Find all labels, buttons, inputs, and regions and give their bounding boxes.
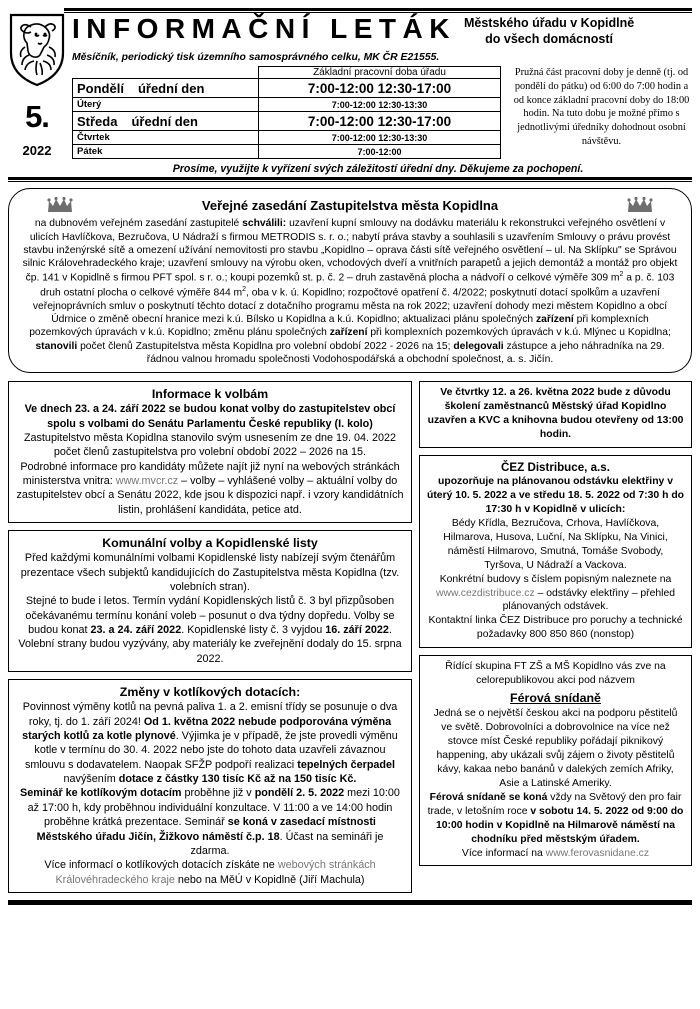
masthead [8,13,692,159]
municipal-title: Komunální volby a Kopidlenské listy [102,536,318,551]
masthead-recipient-line1: Městského úřadu v Kopidlně [463,16,635,30]
elections-info-box [8,381,412,523]
council-meeting-box [8,188,692,373]
table-row [73,79,501,98]
office-hours-table-wrap [72,66,501,159]
hours-day-cell: Pátek [73,145,259,159]
issue-year: 2022 [22,143,52,158]
breakfast-intro: Řídící skupina FT ZŠ a MŠ Kopidlno vás zve na celorepublikovou akci pod názvem [445,661,666,687]
council-title: Veřejné zasedání Zastupitelstva města Kopidlna [201,197,499,213]
newsletter-page [0,8,700,1009]
council-header [19,194,681,216]
masthead-recipient [464,13,634,47]
office-closed-box [419,381,692,448]
left-column [8,374,412,893]
table-row [73,145,501,159]
goat-head-coat-of-arms-icon [9,13,65,87]
table-row [73,67,501,79]
issue-number: 5. [25,99,49,134]
header-bottom-rule [8,177,692,182]
hours-time-cell: 7:00-12:00 [259,145,501,159]
hours-time-cell: 7:00-12:00 12:30-13:30 [259,98,501,112]
flexible-hours-note: Pružná část pracovní doby je denně (tj. od pondělí do pátku) od 6:00 do 7:00 hodin a od konce základní pracovní doby do 18:00 hodin. Na tuto dobu je možné přímo s jednotlivými úředníky dohodnout osobní návštěvu. [513,67,690,147]
masthead-footer-note: Prosíme, využijte k vyřízení svých záležitostí úřední dny. Děkujeme za pochopení. [172,163,584,176]
boilers-body: Povinnost výměny kotlů na pevná paliva 1. a 2. emisní třídy se posunuje o dva roky, tj. do 1. září 2024! Od 1. května 2022 nebude podporována výměna starých kotlů za kotle plynové. Výjimka je v případě, že jste provedli výměnu kotle v termínu do 30. 4. 2022 nebo jste do tohoto data uzavřeli závaznou smlouvu s dodavatelem. Naopak SFŽP podpoří realizaci tepelných čerpadel navýšením dotace z částky 130 tisíc Kč až na 150 tisíc Kč. Seminář ke kotlíkovým dotacím proběhne již v pondělí 2. 5. 2022 mezi 10:00 až 17:00 h, kdy proběhnou individuální konzultace. V 11:00 a ve 14:00 hodin proběhne krátká prezentace. Seminář se koná v zasedací místnosti Městského úřadu Jičín, Žižkovo náměstí č.p. 18. Účast na semináři je zdarma. Více informací o kotlíkových dotacích získáte ne webových stránkách Královéhradeckého kraje nebo na MěÚ v Kopidlně (Jiří Machula) [20,701,400,886]
table-row [73,131,501,145]
council-body: na dubnovém veřejném zasedání zastupitelé schválili: uzavření kupní smlouvy na dodávku materiálu k rekonstrukci veřejného osvětlení v ulicích Havlíčkova, Bezručova, U Nádraží s firmou METRODIS s. r. o.; nabytí práva stavby a souhlasili s uzavřením Smlouvy o právu provést stavbu inženýrské sítě a omezení užívání nemovitosti pro stavbu „Kopidlno – oprava části sítě veřejného osvětlení – ul. Na Sklípku" se Správou silnic Královehradeckého kraje; uzavření smlouvy na výrobu oken, vchodových dveří a vnitřních parapetů a jejich demontáž a montáž pro objekt čp. 141 v Kopidlně s firmou PFT spol. s r. o.; koupi pozemků st. p. č. 2 – druh zastavěná plocha a nádvoří o celkové výměře 309 $m^2$ a p. č. 103 druh ostatní plocha o celkové výměře 844 $m^2$, oba v k. ú. Kopidlno; rozpočtové opatření č. 4/2022; poskytnutí dotací spolkům a uzavření veřejnoprávních smluv o poskytnutí těchto dotací z dotačního programu města na rok 2022; uzavření dohody mezi městem Kopidlno a obcí Údrnice o změně obecní hranice mezi k.ú. Bílsko u Kopidlna a k.ú. Kopidlno; aktualizaci plánu společných zařízení při komplexních pozemkových úpravách v k.ú. Kopidlno; změnu plánu společných zařízení při komplexních pozemkových úpravách v k.ú. Mlýnec u Kopidlna; stanovili počet členů Zastupitelstva města Kopidlna pro volební období 2022 - 2026 na 15; delegovali zástupce a jeho náhradníka na 29. řádnou valnou hromadu společnosti Vodohospodářská a obchodní společnost, a. s. Jičín. [22,218,678,365]
hours-day-cell: Čtvrtek [73,131,259,145]
masthead-subtitle: Měsíčník, periodický tisk územního samosprávného celku, MK ČR E21555. [72,52,440,64]
crest-column [8,13,66,159]
boiler-subsidies-box [8,679,412,893]
cez-title: ČEZ Distribuce, a.s. [501,460,610,474]
breakfast-body: Jedná se o největší českou akci na podporu pěstitelů ve světě. Dobrovolníci a dobrovolnice na více než stovce míst České republiky pořádají piknikový happening, aby ukázali svůj zájem o životy pěstitelů kávy, kakaa nebo banánů v dalekých zemích Afriky, Asie a Latinské Ameriky. Férová snídaně se koná vždy na Světový den pro fair trade, v letošním roce v sobotu 14. 5. 2022 od 9:00 do 10:00 hodin v Kopidlně na Hilmarově náměstí na chodníku před městským úřadem. Více informací na www.ferovasnidane.cz [427,708,684,859]
cez-streets: Bédy Křídla, Bezručova, Crhova, Havlíčkova, Hilmarova, Husova, Luční, Na Sklípku, Na Vinici, náměstí Hilmarovo, Smutná, Tomáše Svobody, Tyršova, U Nádraží a Vackova. [443,517,668,571]
municipal-elections-box [8,530,412,672]
hours-time-cell: 7:00-12:00 12:30-17:00 [259,79,501,98]
hours-day-cell: Úterý [73,98,259,112]
hours-time-cell: 7:00-12:00 12:30-13:30 [259,131,501,145]
cez-outage-box [419,455,692,648]
office-closed-body: Ve čtvrtky 12. a 26. května 2022 bude z důvodu školení zaměstnanců Městský úřad Kopidlno uzavřen a KVC a knihovna budou otevřeny od 13:00 hodin. [427,387,684,440]
crown-icon [47,197,73,213]
page-title: INFORMAČNÍ LETÁK [72,13,456,44]
masthead-main [66,13,692,159]
table-row [73,98,501,112]
boilers-title: Změny v kotlíkových dotacích: [119,685,301,700]
cez-body: Konkrétní budovy s číslem popisným naleznete na www.cezdistribuce.cz – odstávky elektřiny – přehled plánovaných odstávek. Kontaktní linka ČEZ Distribuce pro poruchy a technické požadavky 800 850 860 (nonstop) [428,573,683,641]
elections-bold-lead: Ve dnech 23. a 24. září 2022 se budou konat volby do zastupitelstev obcí spolu s volbami do Senátu Parlamentu České republiky (I. kolo) [24,403,396,430]
cez-bold-lead: upozorňuje na plánovanou odstávku elektřiny v úterý 10. 5. 2022 a ve středu 18. 5. 2022 od 7:30 h do 17:30 h v Kopidlně v ulicích: [427,476,685,515]
hours-day-cell: Pondělí úřední den [73,79,259,98]
right-column [419,374,692,893]
crown-icon [627,197,653,213]
hours-column-header: Základní pracovní doba úřadu [259,67,501,79]
hours-header-spacer [73,67,259,79]
table-row [73,112,501,131]
breakfast-title: Férová snídaně [510,691,601,706]
page-bottom-rule [8,900,692,905]
municipal-body: Před každými komunálními volbami Kopidlenské listy nabízejí svým čtenářům prezentace všech subjektů kandidujících do Zastupitelstva města Kopidlna (tzv. volebních stran). Stejné to bude i letos. Termín vydání Kopidlenských listů č. 3 byl přizpůsoben očekávanému termínu konání voleb – posunut o dva týdny dopředu. Volby se budou konat 23. a 24. září 2022. Kopidlenské listy č. 3 vyjdou 16. září 2022. Volební strany budou vyzývány, aby materiály ke zveřejnění dodaly do 15. srpna 2022. [18,552,402,665]
hours-day-cell: Středa úřední den [73,112,259,131]
fair-breakfast-box [419,655,692,866]
content-columns [8,374,692,893]
elections-body: Zastupitelstvo města Kopidlna stanovilo svým usnesením ze dne 19. 04. 2022 počet členů zastupitelstva pro volební období 2022 – 2026 na 15. Podrobné informace pro kandidáty můžete najít již nyní na webových stránkách ministerstva vnitra: www.mvcr.cz – volby – vyhlášené volby – aktuální volby do zastupitelstev obcí a Senátu 2022, kde jsou k dispozici např. i vzory kandidátních listin, prohlášení kandidáta, petice atd. [16,432,404,516]
office-hours-table [72,66,501,159]
elections-title: Informace k volbám [151,387,269,402]
hours-time-cell: 7:00-12:00 12:30-17:00 [259,112,501,131]
masthead-recipient-line2: do všech domácností [485,31,613,46]
